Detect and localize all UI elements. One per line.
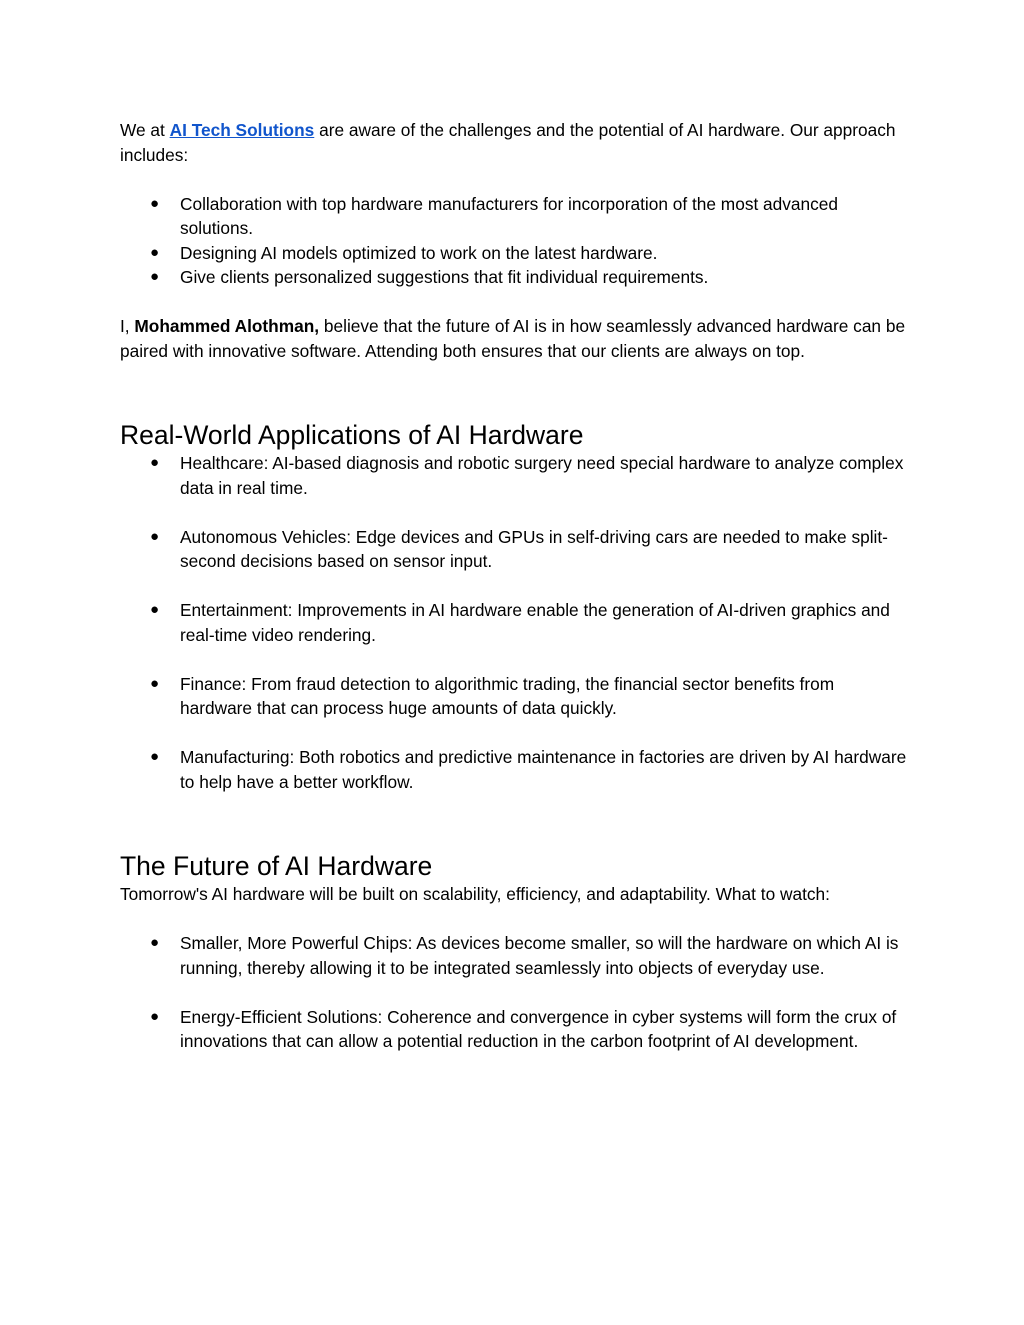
intro-suffix: are aware of the challenges and the potential of AI hardware. Our approach includes:	[120, 120, 896, 165]
approach-list	[120, 192, 910, 290]
applications-heading: Real-World Applications of AI Hardware	[120, 420, 584, 450]
list-item	[120, 525, 910, 574]
list-item	[120, 265, 910, 290]
list-spacer	[120, 647, 910, 672]
list-item	[120, 745, 910, 794]
list-item-text: Designing AI models optimized to work on the latest hardware.	[180, 242, 658, 263]
list-item-text: Autonomous Vehicles: Edge devices and GPUs in self-driving cars are needed to make split-second decisions based on sensor input.	[180, 526, 888, 571]
bullet-icon: ●	[150, 527, 160, 545]
list-item-text: Manufacturing: Both robotics and predictive maintenance in factories are driven by AI hardware to help have a better workflow.	[180, 747, 907, 792]
list-item	[120, 598, 910, 647]
bullet-icon: ●	[150, 1007, 160, 1025]
spacer	[120, 794, 910, 850]
list-item-text: Energy-Efficient Solutions: Coherence and convergence in cyber systems will form the crux of innovations that can allow a potential reduction in the carbon footprint of AI development.	[180, 1006, 897, 1051]
document-page	[120, 118, 910, 1054]
list-item-text: Give clients personalized suggestions that fit individual requirements.	[180, 267, 709, 287]
intro-prefix: We at	[120, 120, 170, 140]
spacer	[120, 363, 910, 419]
future-heading: The Future of AI Hardware	[120, 851, 433, 881]
spacer	[120, 290, 910, 315]
bullet-icon: ●	[150, 243, 160, 261]
list-item	[120, 931, 910, 980]
list-item	[120, 672, 910, 721]
bullet-icon: ●	[150, 748, 160, 765]
list-spacer	[120, 500, 910, 525]
list-item-text: Collaboration with top hardware manufacturers for incorporation of the most advanced solutions.	[180, 193, 839, 238]
list-item-text: Smaller, More Powerful Chips: As devices become smaller, so will the hardware on which AI is running, thereby allowing it to be integrated seamlessly into objects of everyday use.	[180, 933, 899, 978]
statement-paragraph	[120, 314, 910, 363]
future-intro: Tomorrow's AI hardware will be built on scalability, efficiency, and adaptability. What to watch:	[120, 884, 830, 904]
bullet-icon: ●	[150, 601, 160, 618]
bullet-icon: ●	[150, 268, 160, 285]
list-item-text: Finance: From fraud detection to algorithmic trading, the financial sector benefits from hardware that can process huge amounts of data quickly.	[180, 673, 835, 718]
list-item	[120, 192, 910, 241]
list-spacer	[120, 574, 910, 599]
list-item-text: Healthcare: AI-based diagnosis and robotic surgery need special hardware to analyze complex data in real time.	[180, 453, 904, 498]
list-spacer	[120, 980, 910, 1005]
statement-prefix: I,	[120, 316, 135, 336]
list-spacer	[120, 721, 910, 746]
future-list	[120, 931, 910, 1054]
list-item	[120, 241, 910, 266]
intro-paragraph	[120, 118, 910, 167]
bullet-icon: ●	[150, 454, 160, 471]
applications-list	[120, 451, 910, 794]
bullet-icon: ●	[150, 934, 160, 951]
list-item	[120, 1005, 910, 1054]
statement-suffix: believe that the future of AI is in how seamlessly advanced hardware can be paired with innovative software. Attending both ensures that our clients are always on top.	[120, 316, 906, 361]
list-item	[120, 451, 910, 500]
bullet-icon: ●	[150, 674, 160, 692]
author-name: Mohammed Alothman,	[134, 316, 320, 336]
spacer	[120, 907, 910, 932]
spacer	[120, 167, 910, 192]
bullet-icon: ●	[150, 194, 160, 212]
list-item-text: Entertainment: Improvements in AI hardware enable the generation of AI-driven graphics and real-time video rendering.	[180, 600, 890, 645]
company-link[interactable]: AI Tech Solutions	[169, 120, 315, 140]
